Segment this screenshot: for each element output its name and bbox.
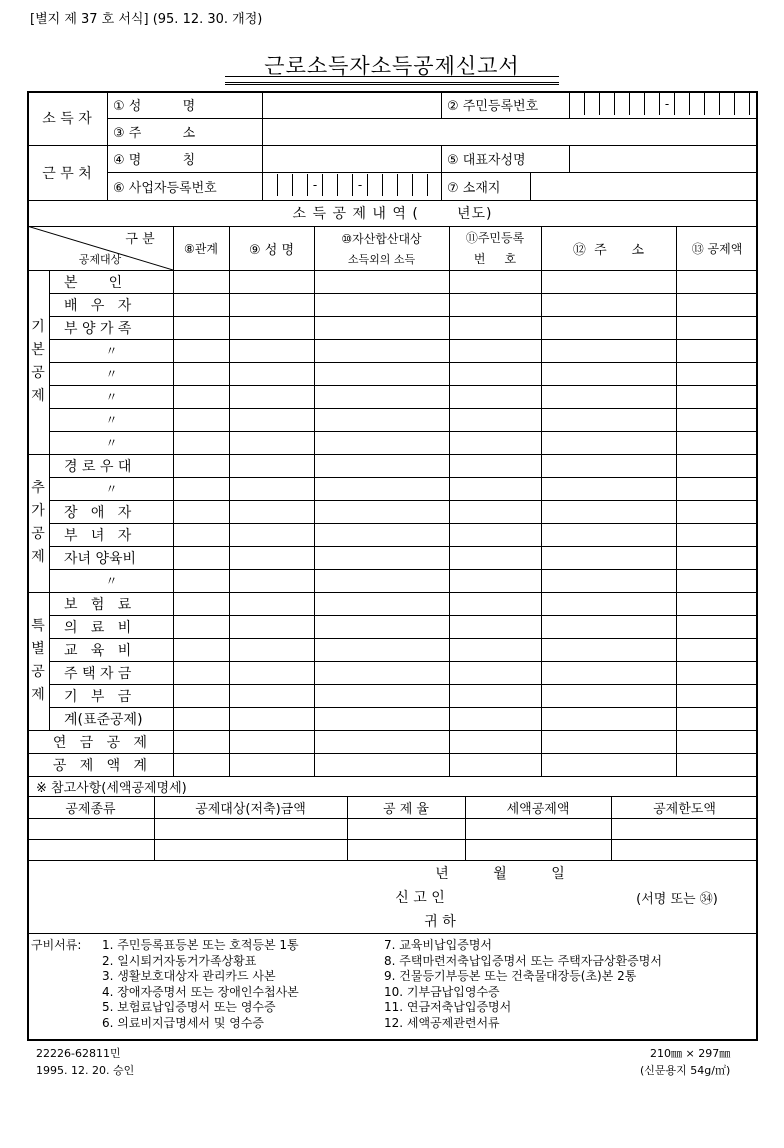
company-name-label: ④ 명 칭	[113, 153, 196, 168]
earner-label: 소 득 자	[42, 111, 92, 127]
deduction-row-label: 〃	[105, 413, 118, 427]
signature-note: (서명 또는 ㉞)	[636, 891, 718, 907]
col-rrn-line2: 번 호	[473, 252, 517, 266]
deduction-row-label: 〃	[105, 574, 118, 588]
doc-item: 1. 주민등록표등본 또는 호적등본 1통	[102, 938, 299, 952]
deduction-row-label: 〃	[105, 390, 118, 404]
doc-item: 5. 보험료납입증명서 또는 영수증	[102, 1000, 276, 1014]
doc-item: 9. 건물등기부등본 또는 건축물대장등(초)본 2통	[384, 969, 637, 983]
rrn-boxes[interactable]	[570, 93, 765, 115]
company-name-field[interactable]	[263, 146, 440, 171]
group-basic: 기 본 공 제	[31, 319, 45, 404]
col-amount: ⑬ 공제액	[691, 241, 743, 256]
workplace-label: 근 무 처	[42, 165, 92, 182]
doc-item: 7. 교육비납입증명서	[384, 938, 493, 952]
deduction-row-label: 본 인	[64, 274, 123, 291]
grid-line	[541, 226, 542, 776]
tax-col-type: 공제종류	[65, 801, 116, 817]
col-asset-line2: 소득외의 소득	[347, 252, 416, 266]
applicant-label: 신 고 인	[395, 890, 445, 906]
address-field[interactable]	[263, 119, 757, 144]
col-asset-line1: ⑩자산합산대상	[341, 231, 422, 246]
tax-col-limit: 공제한도액	[653, 801, 716, 817]
deduction-row-label: 교 육 비	[64, 642, 132, 659]
doc-item: 12. 세액공제관련서류	[384, 1015, 500, 1030]
deduction-row-label: 주 택 자 금	[64, 665, 132, 682]
col-relation: ⑧관계	[184, 241, 218, 256]
page-title: 근로소득자소득공제신고서	[264, 54, 520, 78]
tax-col-target-amount: 공제대상(저축)금액	[195, 801, 306, 817]
title-underline-2	[225, 84, 559, 85]
deduction-row-label: 보 험 료	[64, 596, 132, 613]
deduction-row-label: 경 로 우 대	[64, 458, 132, 475]
deduction-row-label: 의 료 비	[64, 619, 132, 636]
deduction-row-label: 계(표준공제)	[64, 711, 143, 728]
tax-col-rate: 공 제 율	[383, 801, 429, 817]
grid-line	[173, 226, 174, 776]
paper-type: (신문용지 54g/㎡)	[640, 1064, 731, 1077]
deduction-row-label: 〃	[105, 367, 118, 381]
deduction-row-label: 자녀 양육비	[64, 550, 137, 567]
name-label: ① 성 명	[113, 99, 196, 114]
documents-label: 구비서류:	[31, 938, 82, 952]
doc-item: 2. 일시퇴거자동거가족상황표	[102, 953, 257, 968]
tax-credit-note: ※ 참고사항(세액공제명세)	[36, 780, 187, 796]
recipient-label: 귀 하	[424, 914, 456, 930]
pension-deduction-label: 연 금 공 제	[52, 734, 148, 751]
deduction-row-label: 장 애 자	[64, 504, 132, 521]
total-deduction-label: 공 제 액 계	[52, 757, 148, 774]
representative-field[interactable]	[570, 146, 757, 171]
date-line: 년 월 일	[435, 866, 565, 882]
form-code: 22226-62811민	[36, 1047, 121, 1060]
bizno-dash-2: -	[353, 174, 368, 196]
group-special: 특 별 공 제	[31, 618, 45, 703]
diag-top-label: 구 분	[125, 231, 155, 246]
rrn-label: ② 주민등록번호	[447, 99, 539, 114]
group-extra: 추 가 공 제	[31, 480, 45, 565]
diag-bottom-label: 공제대상	[78, 253, 122, 266]
doc-item: 4. 장애자증명서 또는 장애인수첩사본	[102, 984, 299, 999]
grid-line	[229, 226, 230, 776]
doc-item: 6. 의료비지급명세서 및 영수증	[102, 1015, 264, 1030]
col-address: ⑫ 주 소	[572, 242, 645, 258]
doc-item: 10. 기부금납입영수증	[384, 984, 500, 999]
deduction-section-title: 소 득 공 제 내 역 ( 년도)	[292, 206, 493, 222]
deduction-row-label: 부 양 가 족	[64, 320, 132, 337]
approval-date: 1995. 12. 20. 승인	[36, 1064, 135, 1077]
name-field[interactable]	[263, 92, 440, 117]
doc-item: 3. 생활보호대상자 관리카드 사본	[102, 969, 276, 983]
deduction-row-label: 배 우 자	[64, 297, 132, 314]
grid-line	[314, 226, 315, 776]
paper-size: 210㎜ × 297㎜	[650, 1047, 731, 1060]
location-field[interactable]	[531, 173, 757, 199]
documents-left	[102, 938, 299, 1031]
col-asset	[314, 226, 449, 270]
representative-label: ⑤ 대표자성명	[447, 153, 526, 168]
doc-item: 8. 주택마련저축납입증명서 또는 주택자금상환증명서	[384, 953, 662, 968]
col-name: ⑨ 성 명	[248, 242, 295, 258]
location-label: ⑦ 소재지	[447, 180, 501, 196]
deduction-row-label: 〃	[105, 344, 118, 358]
tax-col-credit: 세액공제액	[506, 801, 570, 817]
business-number-boxes[interactable]	[263, 174, 443, 196]
deduction-row-label: 〃	[105, 436, 118, 450]
deduction-row-label: 기 부 금	[64, 688, 132, 705]
form-number: [별지 제 37 호 서식] (95. 12. 30. 개정)	[30, 12, 263, 27]
col-rrn-line1: ⑪주민등록	[465, 231, 525, 245]
deduction-row-label: 〃	[105, 482, 118, 496]
business-number-label: ⑥ 사업자등록번호	[113, 180, 217, 196]
documents-right	[384, 938, 662, 1031]
grid-line	[676, 226, 677, 776]
rrn-dash: -	[660, 93, 675, 115]
address-label: ③ 주 소	[113, 126, 196, 141]
title-underline	[225, 76, 559, 83]
grid-line	[449, 226, 450, 776]
deduction-row-label: 부 녀 자	[64, 527, 132, 544]
bizno-dash-1: -	[308, 174, 323, 196]
doc-item: 11. 연금저축납입증명서	[384, 1000, 512, 1014]
col-rrn	[449, 226, 541, 270]
